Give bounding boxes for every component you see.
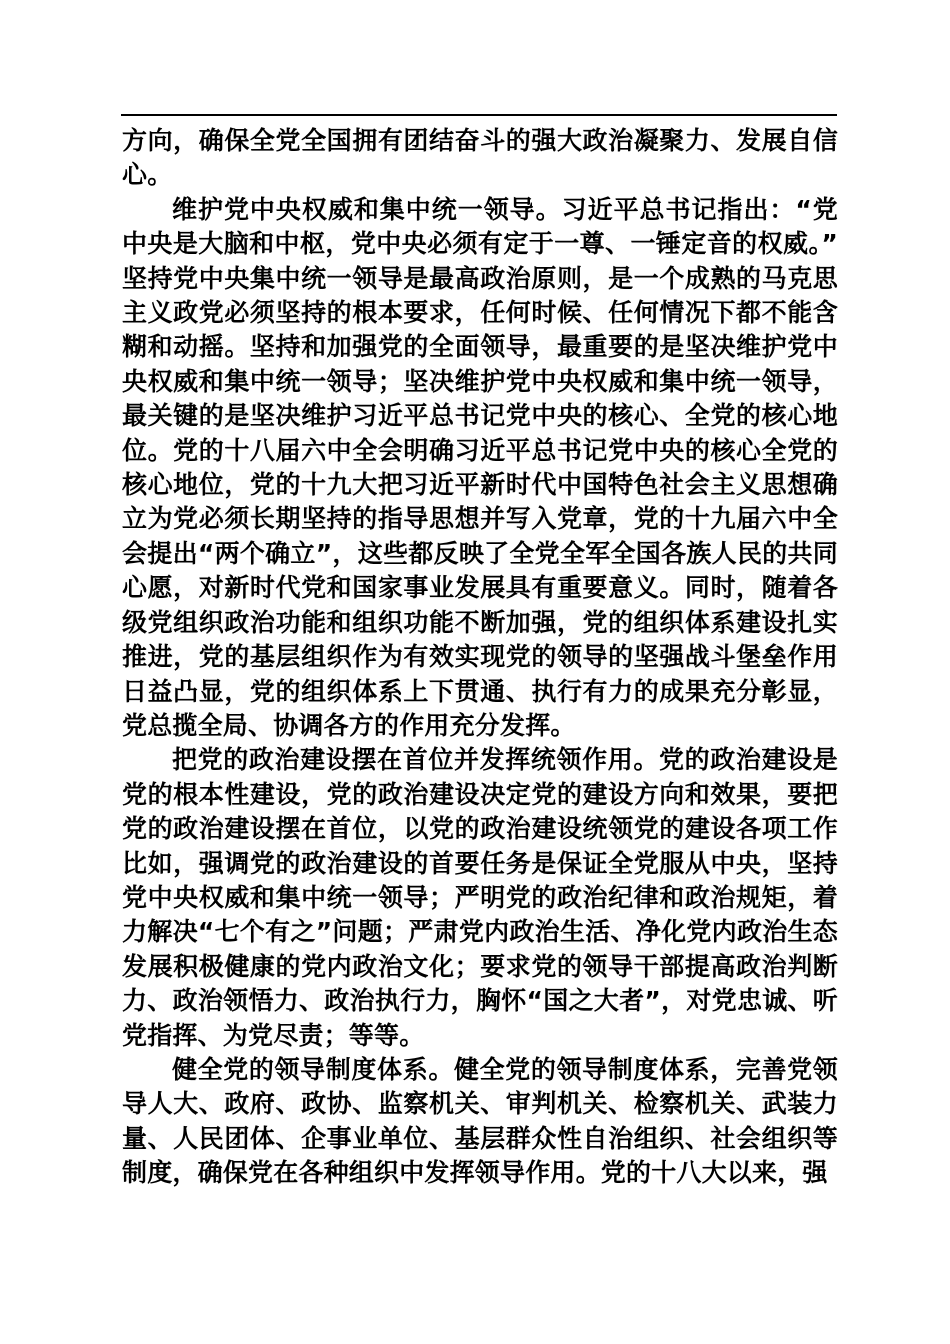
header-rule (121, 114, 837, 116)
paragraph-1: 方向，确保全党全国拥有团结奋斗的强大政治凝聚力、发展自信心。 (122, 126, 838, 190)
paragraph-2: 维护党中央权威和集中统一领导。习近平总书记指出：“党中央是大脑和中枢，党中央必须有定于一尊、一锤定音的权威。”坚持党中央集中统一领导是最高政治原则，是一个成熟的马克思主义政党必须坚持的根本要求，任何时候、任何情况下都不能含糊和动摇。坚持和加强党的全面领导，最重要的是坚决维护党中央权威和集中统一领导；坚决维护党中央权威和集中统一领导，最关键的是坚决维护习近平总书记党中央的核心、全党的核心地位。党的十八届六中全会明确习近平总书记党中央的核心全党的核心地位，党的十九大把习近平新时代中国特色社会主义思想确立为党必须长期坚持的指导思想并写入党章，党的十九届六中全会提出“两个确立”，这些都反映了全党全军全国各族人民的共同心愿，对新时代党和国家事业发展具有重要意义。同时，随着各级党组织政治功能和组织功能不断加强，党的组织体系建设扎实推进，党的基层组织作为有效实现党的领导的坚强战斗堡垒作用日益凸显，党的组织体系上下贯通、执行有力的成果充分彰显，党总揽全局、协调各方的作用充分发挥。 (122, 194, 838, 740)
paragraph-4: 健全党的领导制度体系。健全党的领导制度体系，完善党领导人大、政府、政协、监察机关、审判机关、检察机关、武装力量、人民团体、企事业单位、基层群众性自治组织、社会组织等制度，确保党在各种组织中发挥领导作用。党的十八大以来，强 (122, 1054, 838, 1188)
paragraph-3: 把党的政治建设摆在首位并发挥统领作用。党的政治建设是党的根本性建设，党的政治建设决定党的建设方向和效果，要把党的政治建设摆在首位，以党的政治建设统领党的建设各项工作比如，强调党的政治建设的首要任务是保证全党服从中央，坚持党中央权威和集中统一领导；严明党的政治纪律和政治规矩，着力解决“七个有之”问题；严肃党内政治生活、净化党内政治生态发展积极健康的党内政治文化；要求党的领导干部提高政治判断力、政治领悟力、政治执行力，胸怀“国之大者”，对党忠诚、听党指挥、为党尽责；等等。 (122, 745, 838, 1050)
body-text (122, 124, 838, 1191)
